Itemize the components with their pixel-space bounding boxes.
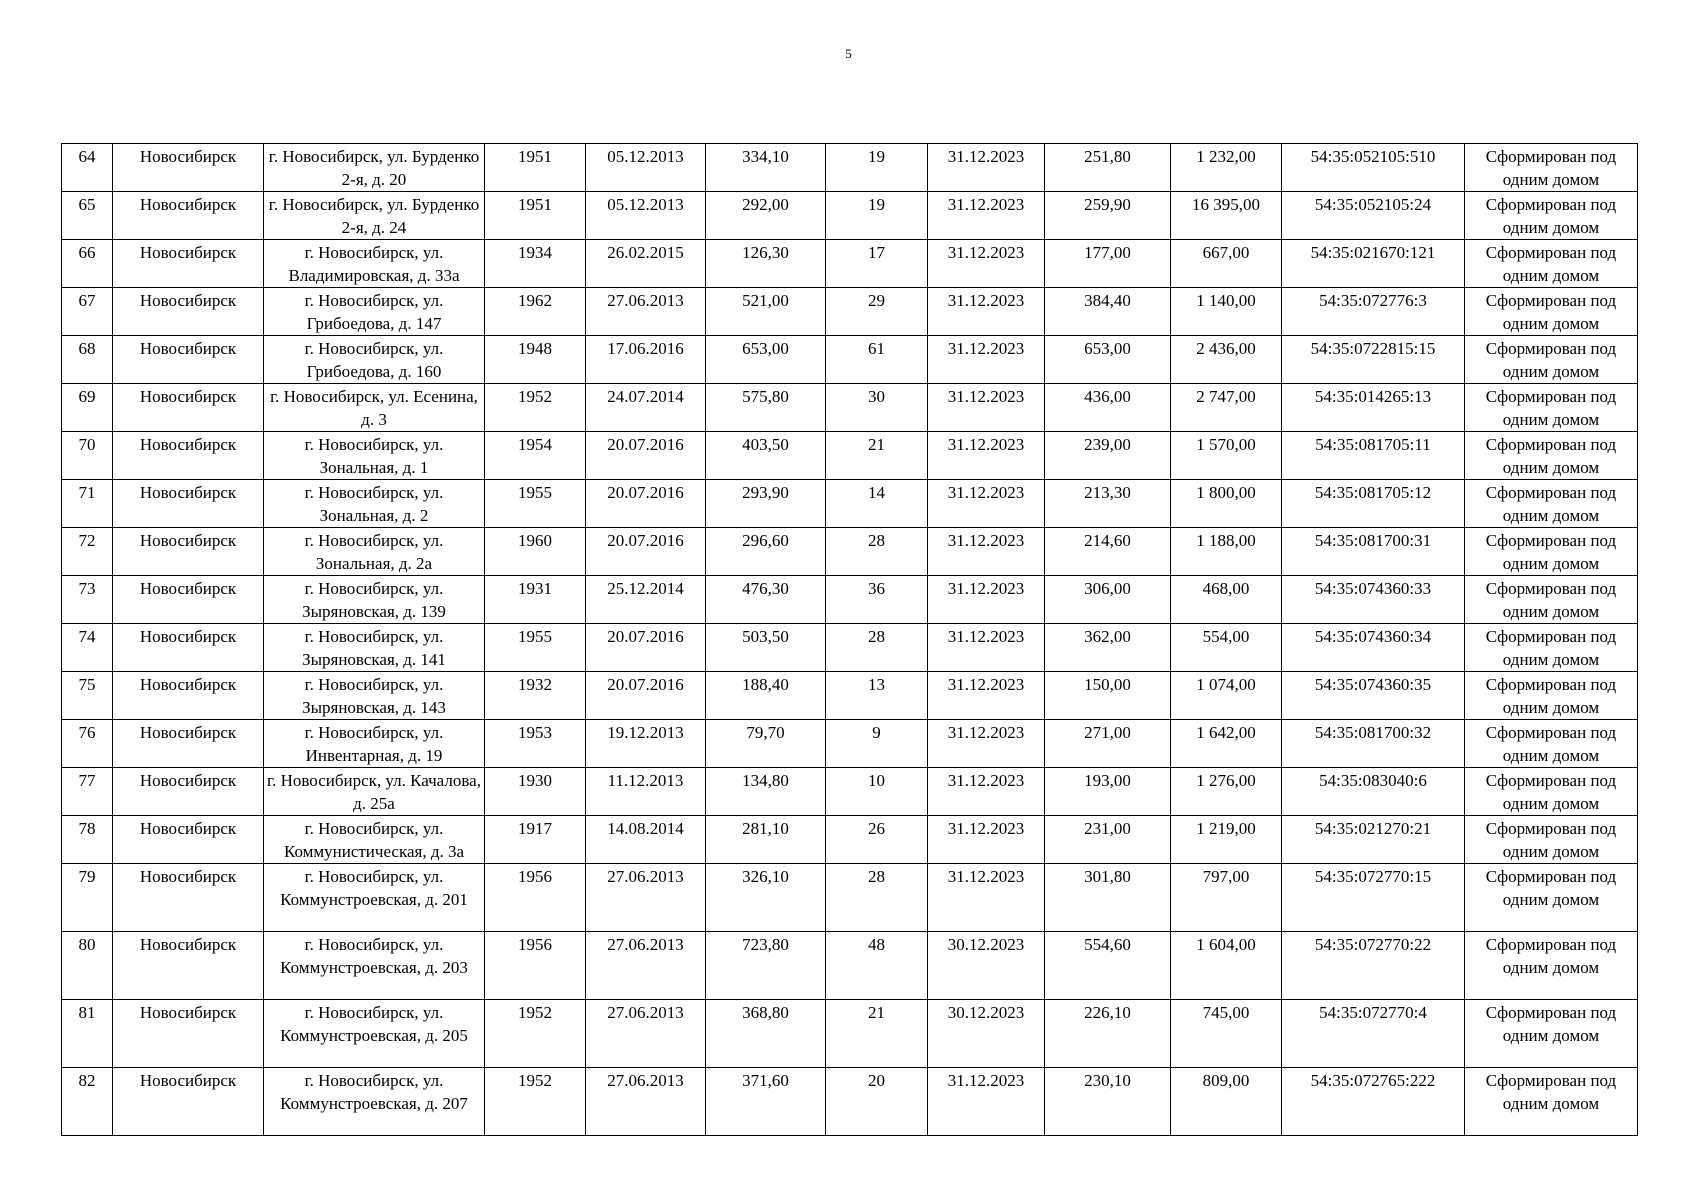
cell-date: 20.07.2016 [586,672,706,720]
table-row [62,1068,1638,1136]
cell-area: 723,80 [706,932,826,1000]
cell-city: Новосибирск [113,1000,264,1068]
cell-address: г. Новосибирск, ул. Зональная, д. 2 [264,480,485,528]
cell-count: 19 [826,144,928,192]
cell-cadastral-number: 54:35:081705:12 [1282,480,1465,528]
cell-area-2: 301,80 [1045,864,1171,932]
cell-status: Сформирован под одним домом [1465,240,1638,288]
cell-status: Сформирован под одним домом [1465,864,1638,932]
table-row [62,240,1638,288]
cell-status: Сформирован под одним домом [1465,720,1638,768]
cell-date: 20.07.2016 [586,432,706,480]
cell-count: 21 [826,432,928,480]
cell-area: 79,70 [706,720,826,768]
cell-date: 05.12.2013 [586,192,706,240]
cell-area: 575,80 [706,384,826,432]
cell-date: 27.06.2013 [586,864,706,932]
cell-address: г. Новосибирск, ул. Зональная, д. 2а [264,528,485,576]
cell-year-built: 1917 [485,816,586,864]
cell-year-built: 1934 [485,240,586,288]
cell-area: 653,00 [706,336,826,384]
cell-city: Новосибирск [113,240,264,288]
cell-year-built: 1955 [485,480,586,528]
cell-land-area: 1 074,00 [1171,672,1282,720]
cell-city: Новосибирск [113,720,264,768]
cell-status: Сформирован под одним домом [1465,192,1638,240]
cell-area-2: 653,00 [1045,336,1171,384]
cell-date: 26.02.2015 [586,240,706,288]
cell-count: 26 [826,816,928,864]
cell-city: Новосибирск [113,576,264,624]
cell-city: Новосибирск [113,144,264,192]
table-row [62,384,1638,432]
cell-area: 403,50 [706,432,826,480]
cell-cadastral-number: 54:35:0722815:15 [1282,336,1465,384]
cell-address: г. Новосибирск, ул. Есенина, д. 3 [264,384,485,432]
cell-date: 20.07.2016 [586,624,706,672]
cell-cadastral-number: 54:35:072765:222 [1282,1068,1465,1136]
cell-count: 30 [826,384,928,432]
cell-cadastral-number: 54:35:072770:22 [1282,932,1465,1000]
cell-land-area: 1 604,00 [1171,932,1282,1000]
cell-address: г. Новосибирск, ул. Зыряновская, д. 139 [264,576,485,624]
cell-cadastral-number: 54:35:021670:121 [1282,240,1465,288]
cell-address: г. Новосибирск, ул. Инвентарная, д. 19 [264,720,485,768]
housing-registry-table [61,143,1638,1136]
cell-count: 13 [826,672,928,720]
cell-area: 476,30 [706,576,826,624]
cell-deadline-date: 31.12.2023 [928,144,1045,192]
cell-cadastral-number: 54:35:021270:21 [1282,816,1465,864]
table-body [62,144,1638,1136]
cell-area-2: 177,00 [1045,240,1171,288]
cell-number: 66 [62,240,113,288]
cell-status: Сформирован под одним домом [1465,144,1638,192]
cell-status: Сформирован под одним домом [1465,932,1638,1000]
cell-number: 82 [62,1068,113,1136]
cell-land-area: 745,00 [1171,1000,1282,1068]
cell-deadline-date: 31.12.2023 [928,768,1045,816]
cell-year-built: 1952 [485,1000,586,1068]
cell-city: Новосибирск [113,624,264,672]
cell-land-area: 1 232,00 [1171,144,1282,192]
cell-land-area: 797,00 [1171,864,1282,932]
table-row [62,816,1638,864]
cell-year-built: 1932 [485,672,586,720]
page-number: 5 [845,46,852,61]
cell-date: 27.06.2013 [586,1068,706,1136]
cell-address: г. Новосибирск, ул. Зональная, д. 1 [264,432,485,480]
cell-area: 521,00 [706,288,826,336]
cell-city: Новосибирск [113,192,264,240]
cell-address: г. Новосибирск, ул. Грибоедова, д. 160 [264,336,485,384]
cell-cadastral-number: 54:35:074360:35 [1282,672,1465,720]
cell-date: 24.07.2014 [586,384,706,432]
cell-city: Новосибирск [113,288,264,336]
cell-land-area: 1 188,00 [1171,528,1282,576]
cell-number: 67 [62,288,113,336]
cell-status: Сформирован под одним домом [1465,672,1638,720]
cell-year-built: 1962 [485,288,586,336]
cell-status: Сформирован под одним домом [1465,336,1638,384]
cell-status: Сформирован под одним домом [1465,384,1638,432]
cell-city: Новосибирск [113,384,264,432]
cell-count: 61 [826,336,928,384]
cell-area-2: 239,00 [1045,432,1171,480]
cell-address: г. Новосибирск, ул. Коммунстроевская, д. 203 [264,932,485,1000]
cell-deadline-date: 31.12.2023 [928,672,1045,720]
cell-count: 21 [826,1000,928,1068]
cell-number: 80 [62,932,113,1000]
cell-land-area: 1 219,00 [1171,816,1282,864]
table-row [62,192,1638,240]
cell-year-built: 1956 [485,932,586,1000]
cell-area: 503,50 [706,624,826,672]
cell-area-2: 213,30 [1045,480,1171,528]
cell-date: 27.06.2013 [586,932,706,1000]
table-row [62,528,1638,576]
cell-area: 188,40 [706,672,826,720]
cell-date: 11.12.2013 [586,768,706,816]
cell-date: 14.08.2014 [586,816,706,864]
cell-land-area: 809,00 [1171,1068,1282,1136]
cell-cadastral-number: 54:35:072770:4 [1282,1000,1465,1068]
cell-address: г. Новосибирск, ул. Грибоедова, д. 147 [264,288,485,336]
table-row [62,288,1638,336]
cell-land-area: 1 800,00 [1171,480,1282,528]
cell-city: Новосибирск [113,864,264,932]
cell-deadline-date: 31.12.2023 [928,864,1045,932]
cell-address: г. Новосибирск, ул. Бурденко 2-я, д. 24 [264,192,485,240]
cell-deadline-date: 31.12.2023 [928,336,1045,384]
cell-deadline-date: 31.12.2023 [928,1068,1045,1136]
cell-land-area: 1 140,00 [1171,288,1282,336]
cell-count: 19 [826,192,928,240]
cell-number: 65 [62,192,113,240]
cell-area: 126,30 [706,240,826,288]
cell-city: Новосибирск [113,528,264,576]
cell-date: 05.12.2013 [586,144,706,192]
cell-address: г. Новосибирск, ул. Качалова, д. 25а [264,768,485,816]
cell-city: Новосибирск [113,336,264,384]
cell-count: 10 [826,768,928,816]
cell-city: Новосибирск [113,672,264,720]
cell-number: 77 [62,768,113,816]
cell-number: 75 [62,672,113,720]
cell-year-built: 1930 [485,768,586,816]
cell-deadline-date: 31.12.2023 [928,480,1045,528]
cell-address: г. Новосибирск, ул. Коммунстроевская, д. 205 [264,1000,485,1068]
cell-deadline-date: 31.12.2023 [928,432,1045,480]
cell-deadline-date: 31.12.2023 [928,720,1045,768]
cell-city: Новосибирск [113,932,264,1000]
cell-year-built: 1956 [485,864,586,932]
cell-year-built: 1954 [485,432,586,480]
cell-date: 19.12.2013 [586,720,706,768]
cell-count: 28 [826,624,928,672]
cell-number: 70 [62,432,113,480]
cell-area: 326,10 [706,864,826,932]
cell-status: Сформирован под одним домом [1465,1068,1638,1136]
cell-count: 9 [826,720,928,768]
cell-land-area: 2 436,00 [1171,336,1282,384]
cell-area: 292,00 [706,192,826,240]
cell-deadline-date: 31.12.2023 [928,192,1045,240]
cell-cadastral-number: 54:35:074360:34 [1282,624,1465,672]
cell-year-built: 1951 [485,192,586,240]
cell-area: 371,60 [706,1068,826,1136]
cell-cadastral-number: 54:35:014265:13 [1282,384,1465,432]
cell-address: г. Новосибирск, ул. Зыряновская, д. 143 [264,672,485,720]
cell-date: 25.12.2014 [586,576,706,624]
cell-land-area: 468,00 [1171,576,1282,624]
cell-area: 281,10 [706,816,826,864]
cell-area-2: 230,10 [1045,1068,1171,1136]
cell-status: Сформирован под одним домом [1465,768,1638,816]
cell-count: 29 [826,288,928,336]
cell-deadline-date: 30.12.2023 [928,932,1045,1000]
cell-address: г. Новосибирск, ул. Коммунистическая, д. 3а [264,816,485,864]
cell-area-2: 362,00 [1045,624,1171,672]
cell-area-2: 259,90 [1045,192,1171,240]
cell-deadline-date: 31.12.2023 [928,240,1045,288]
cell-count: 36 [826,576,928,624]
cell-number: 73 [62,576,113,624]
cell-status: Сформирован под одним домом [1465,1000,1638,1068]
cell-status: Сформирован под одним домом [1465,816,1638,864]
cell-year-built: 1952 [485,1068,586,1136]
cell-count: 48 [826,932,928,1000]
table-row [62,336,1638,384]
cell-cadastral-number: 54:35:081705:11 [1282,432,1465,480]
cell-deadline-date: 31.12.2023 [928,816,1045,864]
table-row [62,624,1638,672]
table-row [62,672,1638,720]
cell-city: Новосибирск [113,816,264,864]
cell-area-2: 436,00 [1045,384,1171,432]
cell-deadline-date: 31.12.2023 [928,624,1045,672]
table-row [62,144,1638,192]
cell-land-area: 16 395,00 [1171,192,1282,240]
cell-land-area: 1 276,00 [1171,768,1282,816]
cell-address: г. Новосибирск, ул. Коммунстроевская, д. 201 [264,864,485,932]
cell-date: 27.06.2013 [586,1000,706,1068]
cell-number: 72 [62,528,113,576]
cell-count: 17 [826,240,928,288]
cell-number: 81 [62,1000,113,1068]
cell-area: 334,10 [706,144,826,192]
cell-area-2: 231,00 [1045,816,1171,864]
cell-area: 296,60 [706,528,826,576]
cell-date: 27.06.2013 [586,288,706,336]
cell-city: Новосибирск [113,1068,264,1136]
cell-count: 28 [826,864,928,932]
cell-address: г. Новосибирск, ул. Владимировская, д. 33а [264,240,485,288]
cell-cadastral-number: 54:35:081700:31 [1282,528,1465,576]
cell-address: г. Новосибирск, ул. Зыряновская, д. 141 [264,624,485,672]
cell-land-area: 1 642,00 [1171,720,1282,768]
cell-address: г. Новосибирск, ул. Бурденко 2-я, д. 20 [264,144,485,192]
cell-number: 79 [62,864,113,932]
table-row [62,864,1638,932]
cell-area-2: 226,10 [1045,1000,1171,1068]
cell-status: Сформирован под одним домом [1465,432,1638,480]
cell-city: Новосибирск [113,480,264,528]
cell-number: 64 [62,144,113,192]
cell-deadline-date: 30.12.2023 [928,1000,1045,1068]
table-row [62,432,1638,480]
cell-deadline-date: 31.12.2023 [928,576,1045,624]
cell-year-built: 1953 [485,720,586,768]
cell-count: 14 [826,480,928,528]
cell-area-2: 193,00 [1045,768,1171,816]
cell-cadastral-number: 54:35:083040:6 [1282,768,1465,816]
cell-city: Новосибирск [113,432,264,480]
cell-number: 74 [62,624,113,672]
cell-area: 134,80 [706,768,826,816]
cell-year-built: 1952 [485,384,586,432]
cell-count: 28 [826,528,928,576]
cell-land-area: 2 747,00 [1171,384,1282,432]
cell-year-built: 1955 [485,624,586,672]
cell-area-2: 271,00 [1045,720,1171,768]
cell-cadastral-number: 54:35:081700:32 [1282,720,1465,768]
cell-cadastral-number: 54:35:072776:3 [1282,288,1465,336]
cell-date: 17.06.2016 [586,336,706,384]
cell-date: 20.07.2016 [586,528,706,576]
cell-cadastral-number: 54:35:052105:24 [1282,192,1465,240]
cell-city: Новосибирск [113,768,264,816]
cell-area: 293,90 [706,480,826,528]
cell-cadastral-number: 54:35:052105:510 [1282,144,1465,192]
cell-area-2: 306,00 [1045,576,1171,624]
table-row [62,1000,1638,1068]
cell-land-area: 554,00 [1171,624,1282,672]
cell-status: Сформирован под одним домом [1465,480,1638,528]
table-row [62,720,1638,768]
table-row [62,480,1638,528]
cell-number: 71 [62,480,113,528]
cell-status: Сформирован под одним домом [1465,288,1638,336]
cell-area-2: 251,80 [1045,144,1171,192]
cell-area-2: 554,60 [1045,932,1171,1000]
cell-deadline-date: 31.12.2023 [928,528,1045,576]
cell-year-built: 1931 [485,576,586,624]
cell-status: Сформирован под одним домом [1465,624,1638,672]
cell-year-built: 1948 [485,336,586,384]
cell-status: Сформирован под одним домом [1465,528,1638,576]
cell-count: 20 [826,1068,928,1136]
cell-deadline-date: 31.12.2023 [928,384,1045,432]
cell-address: г. Новосибирск, ул. Коммунстроевская, д. 207 [264,1068,485,1136]
table-row [62,576,1638,624]
cell-deadline-date: 31.12.2023 [928,288,1045,336]
table-row [62,932,1638,1000]
cell-year-built: 1951 [485,144,586,192]
cell-land-area: 667,00 [1171,240,1282,288]
cell-number: 69 [62,384,113,432]
cell-status: Сформирован под одним домом [1465,576,1638,624]
cell-number: 78 [62,816,113,864]
cell-number: 76 [62,720,113,768]
cell-area-2: 150,00 [1045,672,1171,720]
cell-area-2: 384,40 [1045,288,1171,336]
cell-cadastral-number: 54:35:072770:15 [1282,864,1465,932]
cell-land-area: 1 570,00 [1171,432,1282,480]
cell-number: 68 [62,336,113,384]
table-row [62,768,1638,816]
cell-area-2: 214,60 [1045,528,1171,576]
cell-area: 368,80 [706,1000,826,1068]
cell-year-built: 1960 [485,528,586,576]
cell-cadastral-number: 54:35:074360:33 [1282,576,1465,624]
cell-date: 20.07.2016 [586,480,706,528]
